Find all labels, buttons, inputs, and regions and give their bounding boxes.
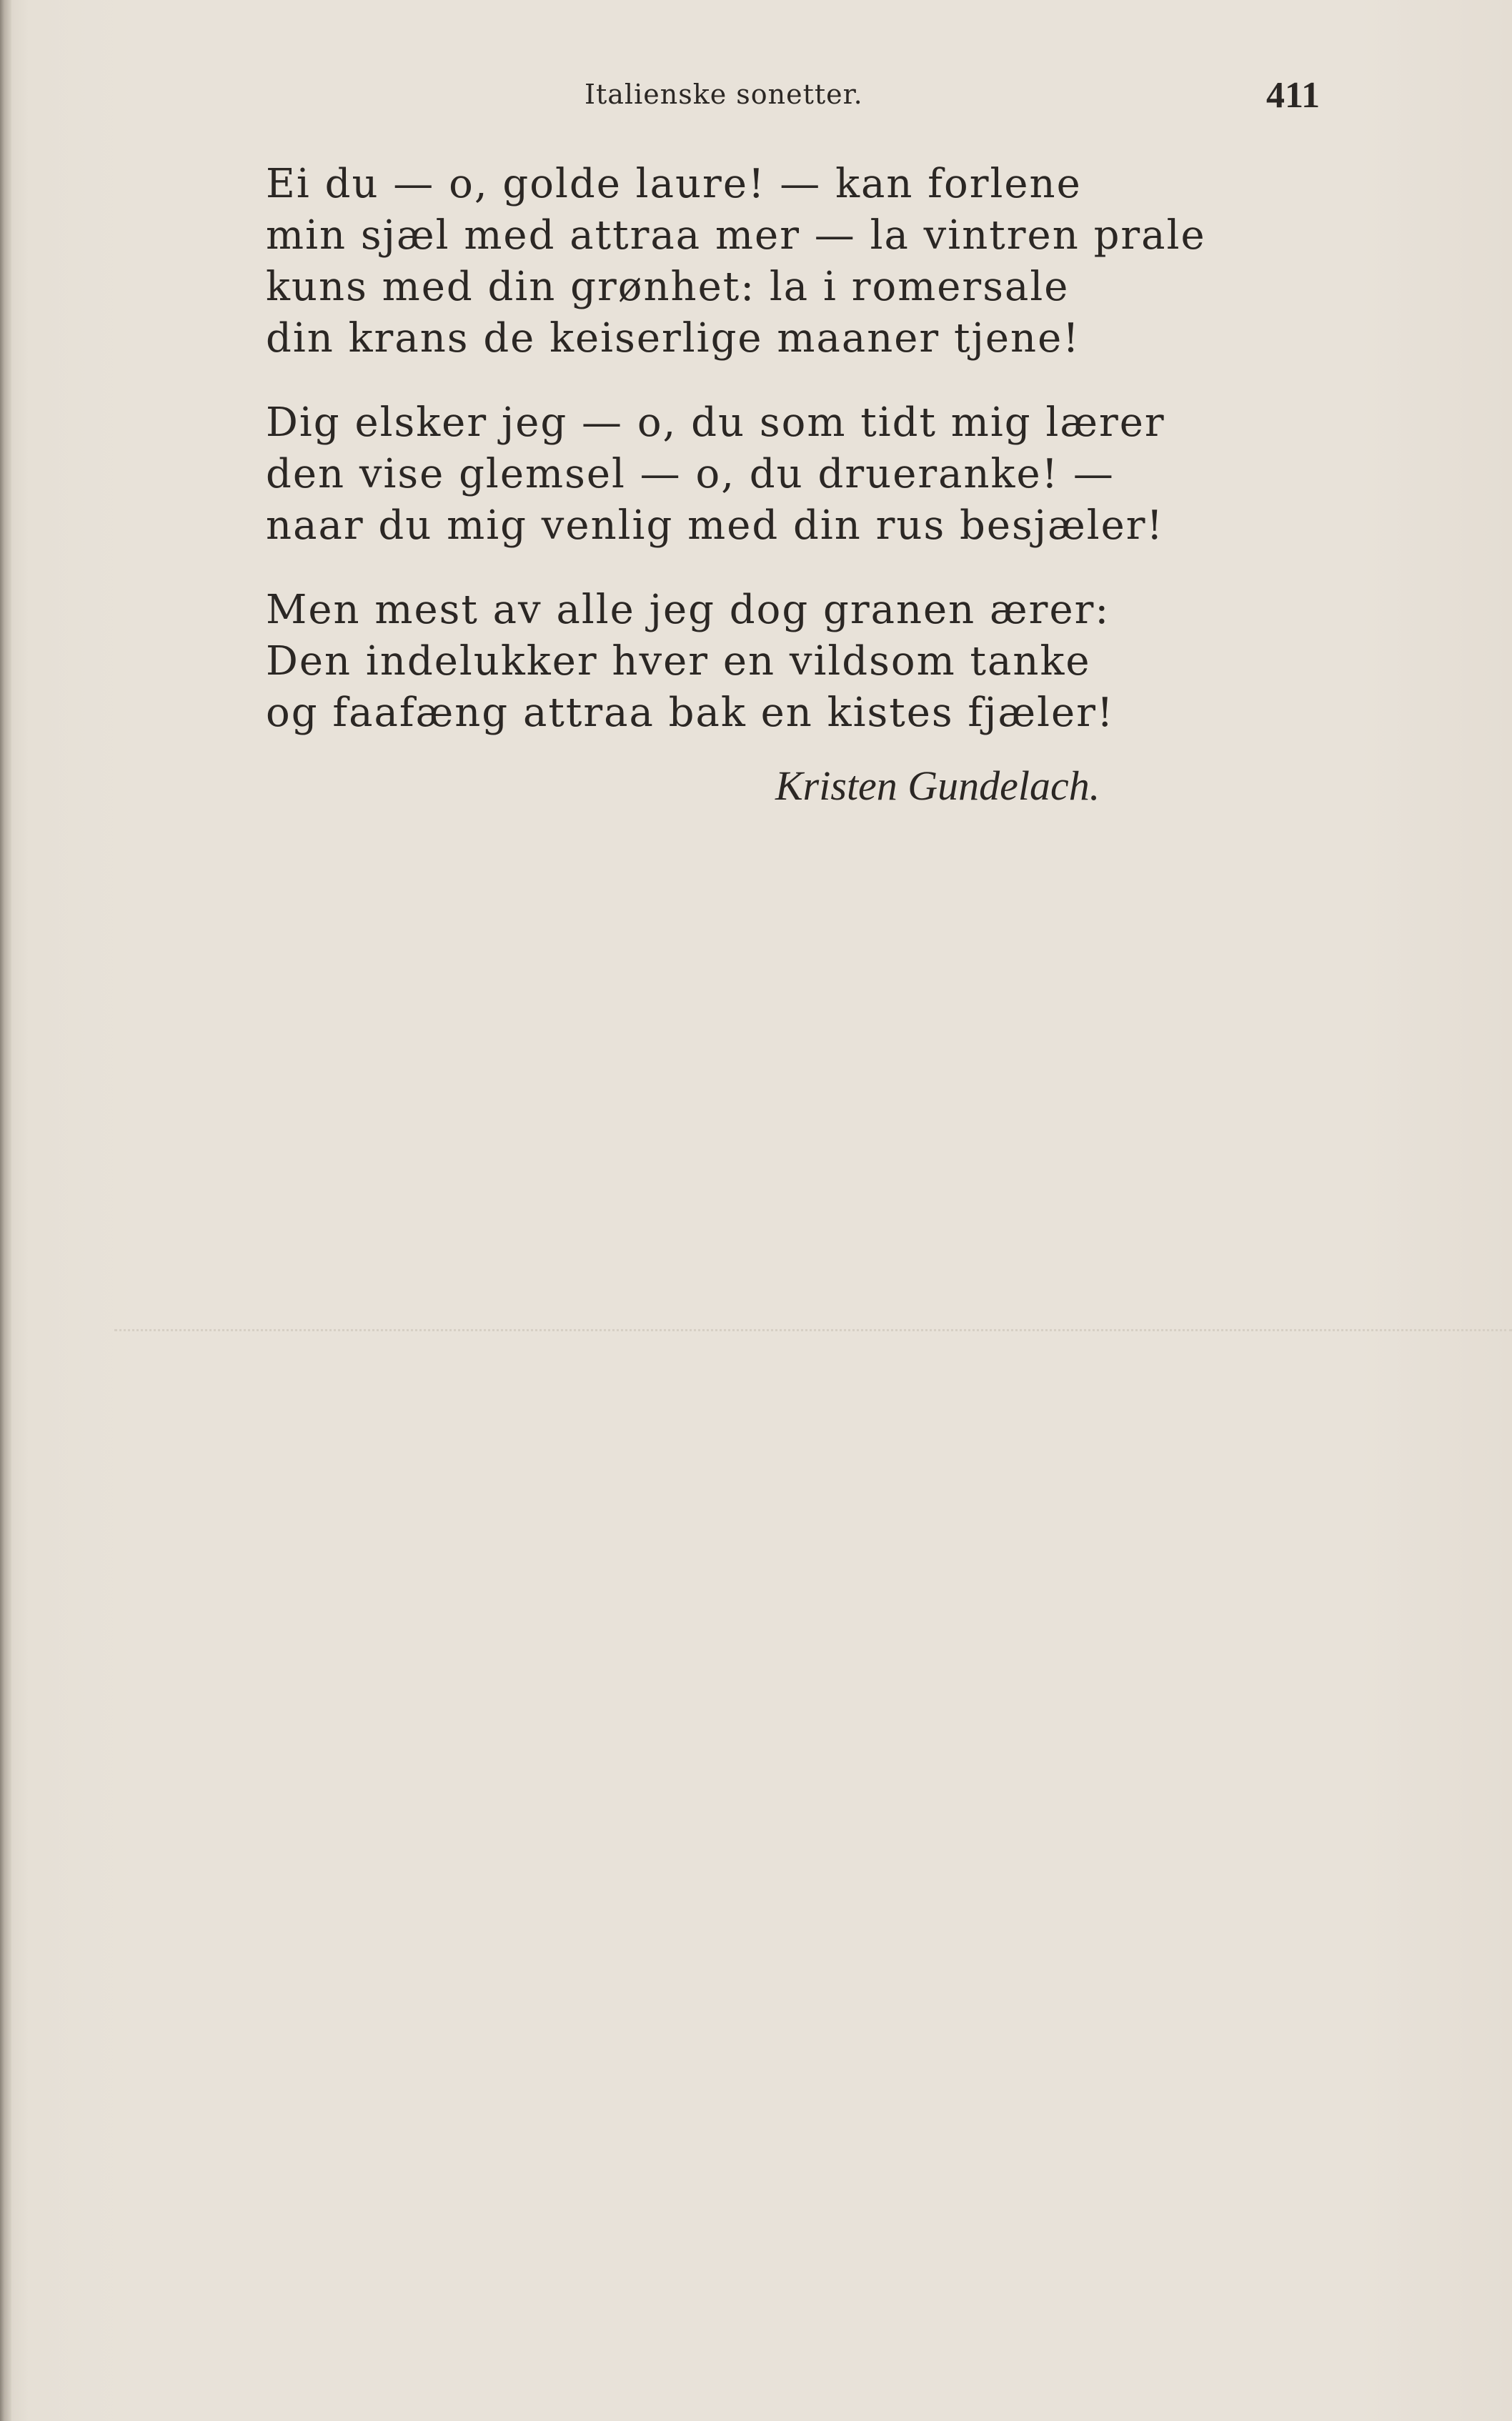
poem-line: kuns med din grønhet: la i romersale [266,264,1070,310]
poem-line: Dig elsker jeg — o, du som tidt mig lærer [266,399,1165,446]
author-signature: Kristen Gundelach. [775,762,1100,809]
paper-fold-line [114,1329,1512,1331]
page-number: 411 [1266,75,1320,116]
poem-line: Den indelukker hver en vildsom tanke [266,638,1091,685]
poem-line: den vise glemsel — o, du drueranke! — [266,451,1115,497]
poem-line: naar du mig venlig med din rus besjæler! [266,502,1165,549]
stanza-1 [266,159,1266,364]
running-title: Italienske sonetter. [585,79,863,110]
poem-line: Men mest av alle jeg dog granen ærer: [266,587,1110,633]
stanza-2 [266,397,1266,552]
stanza-3 [266,585,1266,739]
poem-line: din krans de keiserlige maaner tjene! [266,315,1080,362]
page-gutter [0,0,11,2421]
poem-body [266,159,1266,772]
poem-line: Ei du — o, golde laure! — kan forlene [266,161,1082,207]
poem-line: min sjæl med attraa mer — la vintren prale [266,212,1206,259]
poem-line: og faafæng attraa bak en kistes fjæler! [266,690,1115,736]
